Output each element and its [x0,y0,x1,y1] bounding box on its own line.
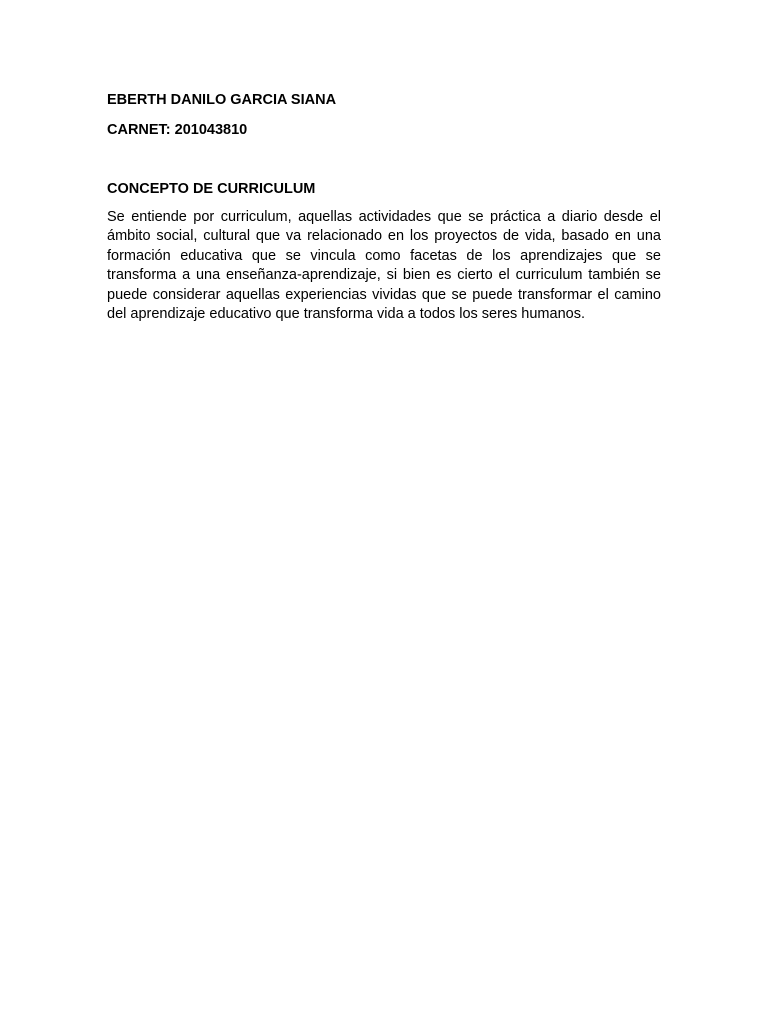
carnet-line: CARNET: 201043810 [107,122,248,138]
author-name: EBERTH DANILO GARCIA SIANA [107,92,337,108]
section-title: CONCEPTO DE CURRICULUM [107,181,316,197]
body-paragraph: Se entiende por curriculum, aquellas actividades que se práctica a diario desde el ámbito social, cultural que va relacionado en los proyectos de vida, basado en una formación educativa que se vincula como facetas de los aprendizajes que se transforma a una enseñanza-aprendizaje, si bien es cierto el curriculum también se puede considerar aquellas experiencias vividas que se puede transformar el camino del aprendizaje educativo que transforma vida a todos los seres humanos. [107,209,661,323]
document-content [107,90,661,324]
